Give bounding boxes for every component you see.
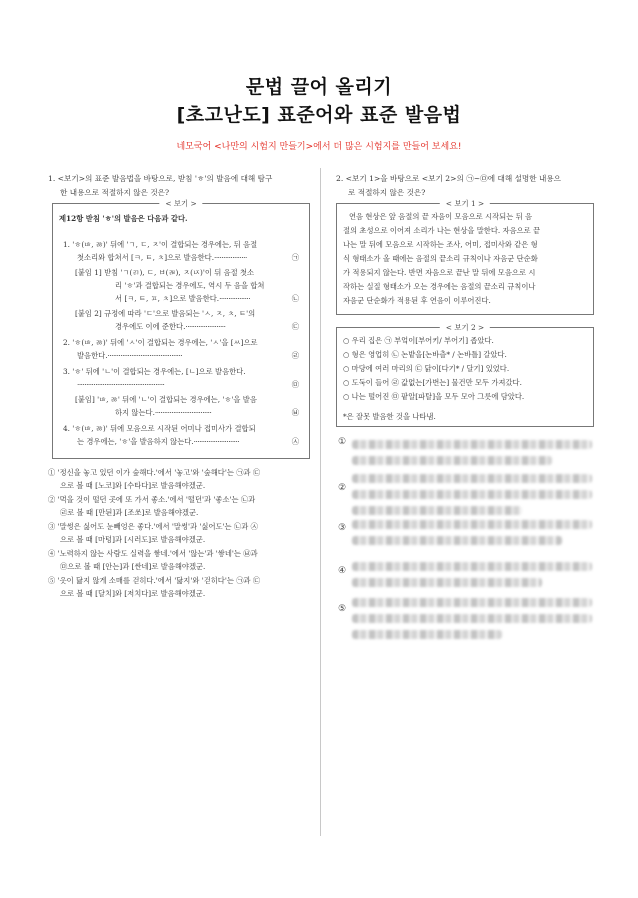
marker-6: ㉥ <box>291 408 299 417</box>
blurred-option-4 <box>352 562 592 571</box>
option-1-cont: 으로 볼 때 [노코]와 [수타다]로 발음해야겠군. <box>60 481 206 490</box>
rule-line: 2. 'ㅎ(ㄶ, ㅀ)' 뒤에 'ㅅ'이 결합되는 경우에는, 'ㅅ'을 [ㅆ]으로 <box>63 338 258 347</box>
option-3-number[interactable]: ③ <box>338 523 347 533</box>
option-1[interactable]: ① '정신을 놓고 있던 이가 숲해다.'에서 '놓고'와 '숲해다'는 ㉠과 ㉢ <box>48 468 261 477</box>
bogi1-line: 나는 말 뒤에 모음으로 시작하는 조사, 어미, 접미사와 같은 형 <box>343 240 538 249</box>
option-5[interactable]: ⑤ '옷이 닳지 않게 소매를 걷히다.'에서 '닳지'와 '걷히다'는 ㉠과 ㉢ <box>48 576 261 585</box>
rule-line: 발음한다.········································· ㉣ <box>77 349 299 362</box>
blurred-option-3 <box>352 520 592 529</box>
marker-4: ㉣ <box>291 351 299 360</box>
q1-bogi-box <box>52 199 310 459</box>
bogi2-line: ○ 형은 영업히 ㉡ 논밭을[논바츨* / 논바틀] 갈았다. <box>343 350 507 359</box>
marker-5: ㉤ <box>291 380 299 389</box>
rule-line: 리 'ㅎ'과 결합되는 경우에도, 역시 두 음을 합쳐 <box>115 281 265 290</box>
rule-line: 는 경우에는, 'ㅎ'을 발음하지 않는다.························· ㉦ <box>77 435 299 448</box>
bogi1-line: 가 적용되지 않는다. 반면 자음으로 끝난 말 뒤에 모음으로 시 <box>343 268 536 277</box>
option-4-cont: ㉤으로 볼 때 [안는]과 [싼네]로 발음해야겠군. <box>60 562 206 571</box>
option-4[interactable]: ④ '노력하지 않는 사람도 실력을 쌓네.'에서 '않는'과 '쌓네'는 ㉥과 <box>48 549 258 558</box>
bogi1-line: 절의 초성으로 이어져 소리가 나는 현상을 말한다. 자음으로 끝 <box>343 226 541 235</box>
q2-stem-line2: 로 적절하지 않은 것은? <box>348 188 426 197</box>
q2-stem-line1: 2. <보기 1>을 바탕으로 <보기 2>의 ㉠~㉤에 대해 설명한 내용으 <box>336 174 562 183</box>
bogi1-line: 연음 현상은 앞 음절의 끝 자음이 모음으로 시작되는 뒤 음 <box>349 212 532 221</box>
q2-bogi1-box <box>336 199 594 315</box>
option-2[interactable]: ② '먹을 것이 떨던 곳에 또 가서 좋소.'에서 '떨던'과 '좋소'는 ㉡과 <box>48 495 256 504</box>
rule-line: 첫소리와 합쳐서 [ㅋ, ㅌ, ㅊ]으로 발음한다.·················· ㉠ <box>77 251 299 264</box>
bogi2-line: ○ 나는 떨어진 ㉤ 팥알[파탈]을 모두 모아 그릇에 담았다. <box>343 392 525 401</box>
blurred-option-1 <box>352 456 552 465</box>
blurred-option-2 <box>352 490 592 499</box>
rule-line: 경우에도 이에 준한다.······················ ㉢ <box>115 320 299 333</box>
blurred-option-5 <box>352 630 502 639</box>
column-divider <box>320 168 321 836</box>
q1-stem-line2: 한 내용으로 적절하지 않은 것은? <box>60 188 170 197</box>
rule-line: [붙임 2] 규정에 따라 'ㄷ'으로 발음되는 'ㅅ, ㅈ, ㅊ, ㅌ'의 <box>75 309 256 318</box>
bogi2-line: ○ 도둑이 들어 ㉣ 값없는[가번는] 물건만 모두 가져갔다. <box>343 378 522 387</box>
q2-bogi2-label: < 보기 2 > <box>440 322 490 334</box>
rule-line: [붙임] 'ㄶ, ㅀ' 뒤에 'ㄴ'이 결합되는 경우에는, 'ㅎ'을 발음 <box>75 395 257 404</box>
q1-bogi-label: < 보기 > <box>159 198 202 210</box>
q1-stem-line1: 1. <보기>의 표준 발음법을 바탕으로, 받침 'ㅎ'의 발음에 대해 탐구 <box>48 174 273 183</box>
bogi1-line: 식 형태소가 올 때에는 음절의 끝소리 규칙이나 자음군 단순화 <box>343 254 538 263</box>
q2-bogi1-label: < 보기 1 > <box>440 198 490 210</box>
rule-line: 4. 'ㅎ(ㄶ, ㅀ)' 뒤에 모음으로 시작된 어미나 접미사가 결합되 <box>63 424 256 433</box>
option-2-number[interactable]: ② <box>338 483 347 493</box>
bogi2-line: ○ 우리 집은 ㉠ 부엌이[부어키/ 부어기] 좁았다. <box>343 336 494 345</box>
q1-options <box>48 466 313 616</box>
marker-7: ㉦ <box>291 437 299 446</box>
rule-line: 1. 'ㅎ(ㄶ, ㅀ)' 뒤에 'ㄱ, ㄷ, ㅈ'이 결합되는 경우에는, 뒤 음절 <box>63 240 258 249</box>
rule-line: [붙임 1] 받침 'ㄱ(ㄺ), ㄷ, ㅂ(ㄼ), ㅈ(ㄵ)'이 뒤 음절 첫소 <box>75 268 255 277</box>
option-3-cont: 으로 볼 때 [마텅]과 [시러도]로 발음해야겠군. <box>60 535 206 544</box>
rule-title: 제12항 받침 'ㅎ'의 발음은 다음과 같다. <box>59 214 188 223</box>
option-2-cont: ㉣로 볼 때 [만된]과 [조쏘]로 발음해야겠군. <box>60 508 199 517</box>
page-subtitle: [초고난도] 표준어와 표준 발음법 <box>176 104 462 126</box>
option-5-cont: 으로 볼 때 [달치]와 [저치다]로 발음해야겠군. <box>60 589 206 598</box>
rule-line: 3. 'ㅎ' 뒤에 'ㄴ'이 결합되는 경우에는, [ㄴ]으로 발음한다. <box>63 367 246 376</box>
page-title: 문법 끌어 올리기 <box>245 76 393 98</box>
blurred-option-2 <box>352 474 592 483</box>
marker-3: ㉢ <box>291 322 299 331</box>
bogi2-line: ○ 마당에 여러 마리의 ㉢ 닭이[다기* / 달기] 있었다. <box>343 364 510 373</box>
bogi1-line: 작하는 실질 형태소가 오는 경우에는 음절의 끝소리 규칙이나 <box>343 282 536 291</box>
bogi1-line: 자음군 단순화가 적용된 후 연음이 이루어진다. <box>343 296 491 305</box>
blurred-option-2 <box>352 506 522 515</box>
blurred-option-3 <box>352 536 562 545</box>
blurred-option-5 <box>352 614 592 623</box>
marker-2: ㉡ <box>291 294 299 303</box>
rule-line: ················································ ㉤ <box>77 378 299 391</box>
option-3[interactable]: ③ '말썽은 싫어도 눈빼엉은 좋다.'에서 '말썽'과 '싫어도'는 ㉡과 ㉦ <box>48 522 258 531</box>
option-1-number[interactable]: ① <box>338 437 347 447</box>
blurred-option-5 <box>352 598 592 607</box>
option-4-number[interactable]: ④ <box>338 566 347 576</box>
blurred-option-1 <box>352 440 592 449</box>
option-5-number[interactable]: ⑤ <box>338 604 347 614</box>
blurred-option-4 <box>352 578 542 587</box>
marker-1: ㉠ <box>291 253 299 262</box>
rule-line: 하지 않는다.······························· ㉥ <box>115 406 299 419</box>
bogi2-note: *은 잘못 발음한 것을 나타냄. <box>343 412 436 421</box>
rule-line: 서 [ㅋ, ㅌ, ㅍ, ㅊ]으로 발음한다.················· ㉡ <box>115 292 299 305</box>
q2-bogi2-box <box>336 323 594 427</box>
promo-banner[interactable]: 네모국어 <나만의 시험지 만들기>에서 더 많은 시험지를 만들어 보세요! <box>176 142 462 152</box>
